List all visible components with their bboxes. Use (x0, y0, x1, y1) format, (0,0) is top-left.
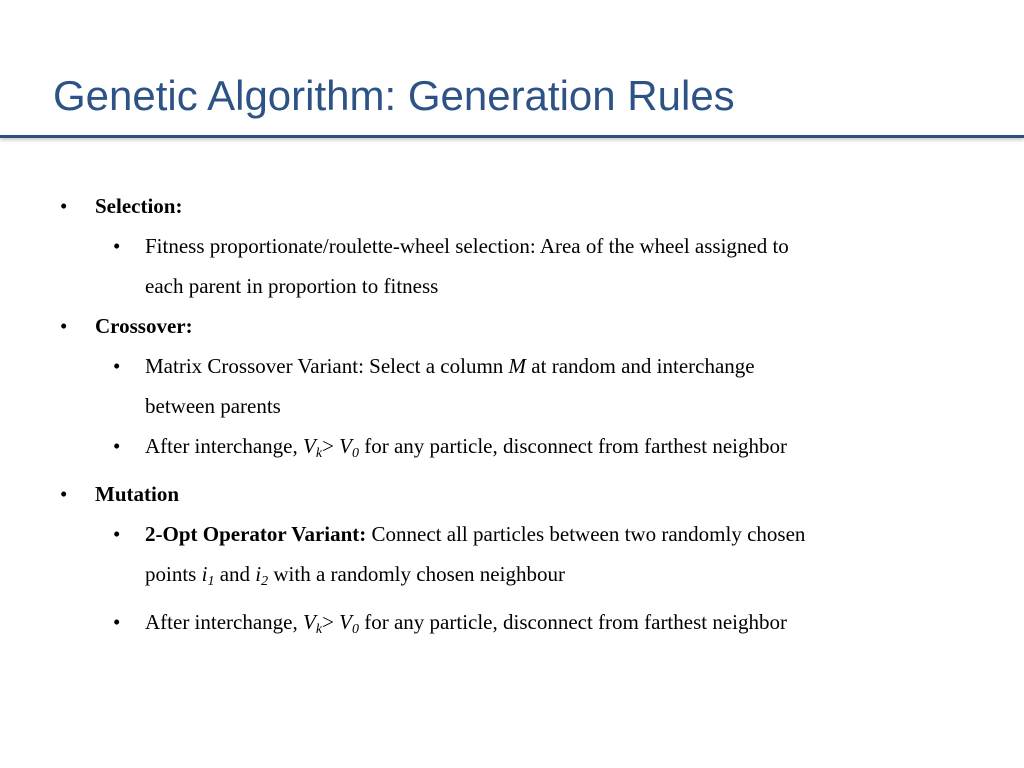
bullet-selection (0, 186, 1024, 226)
text-segment: After interchange, (145, 610, 304, 634)
text-segment: for any particle, disconnect from farthest neighbor (358, 434, 787, 458)
bullet-crossover-interchange (0, 426, 1024, 474)
text-line: between parents (145, 394, 281, 418)
math-variable-v: V (303, 610, 316, 634)
bullet-marker: • (113, 610, 121, 634)
bullet-marker: • (113, 434, 121, 458)
selection-heading: Selection: (95, 194, 183, 218)
bullet-marker: • (113, 522, 121, 546)
text-segment: with a randomly chosen neighbour (268, 562, 565, 586)
math-variable-i: i (255, 562, 262, 586)
slide-title: Genetic Algorithm: Generation Rules (53, 72, 735, 119)
bullet-marker: • (60, 194, 68, 218)
text-segment: at random and interchange (526, 354, 755, 378)
math-subscript: 1 (207, 574, 215, 589)
text-segment: for any particle, disconnect from farthest neighbor (358, 610, 787, 634)
slide-body (0, 186, 1024, 650)
bullet-marker: • (60, 314, 68, 338)
math-operator: > (322, 434, 340, 458)
title-divider (0, 135, 1024, 138)
text-line: Fitness proportionate/roulette-wheel selection: Area of the wheel assigned to (145, 234, 789, 258)
text-segment: Matrix Crossover Variant: Select a column (145, 354, 509, 378)
text-line (145, 426, 964, 474)
mutation-heading: Mutation (95, 482, 179, 506)
math-variable-m: M (508, 354, 527, 378)
bullet-marker: • (113, 354, 121, 378)
text-line (145, 514, 964, 554)
text-line (145, 346, 964, 386)
text-segment: and (214, 562, 256, 586)
bullet-mutation-2opt (0, 514, 1024, 602)
crossover-heading: Crossover: (95, 314, 193, 338)
math-subscript: 0 (351, 446, 359, 461)
math-subscript: k (315, 446, 323, 461)
text-line: each parent in proportion to fitness (145, 274, 439, 298)
math-subscript: 0 (351, 622, 359, 637)
bullet-marker: • (60, 482, 68, 506)
text-line (145, 602, 964, 650)
bullet-mutation-interchange (0, 602, 1024, 650)
text-segment: Connect all particles between two randomly chosen (366, 522, 806, 546)
bullet-crossover (0, 306, 1024, 346)
math-variable-v: V (339, 610, 352, 634)
text-segment: points (145, 562, 202, 586)
bullet-selection-roulette (0, 226, 1024, 306)
math-variable-v: V (303, 434, 316, 458)
math-variable-i: i (201, 562, 208, 586)
bullet-crossover-matrix (0, 346, 1024, 426)
text-line (145, 554, 964, 602)
operator-variant-label: 2-Opt Operator Variant: (145, 522, 367, 546)
math-operator: > (322, 610, 340, 634)
math-subscript: k (315, 622, 323, 637)
text-segment: After interchange, (145, 434, 304, 458)
bullet-mutation (0, 474, 1024, 514)
bullet-marker: • (113, 234, 121, 258)
math-variable-v: V (339, 434, 352, 458)
math-subscript: 2 (261, 574, 269, 589)
